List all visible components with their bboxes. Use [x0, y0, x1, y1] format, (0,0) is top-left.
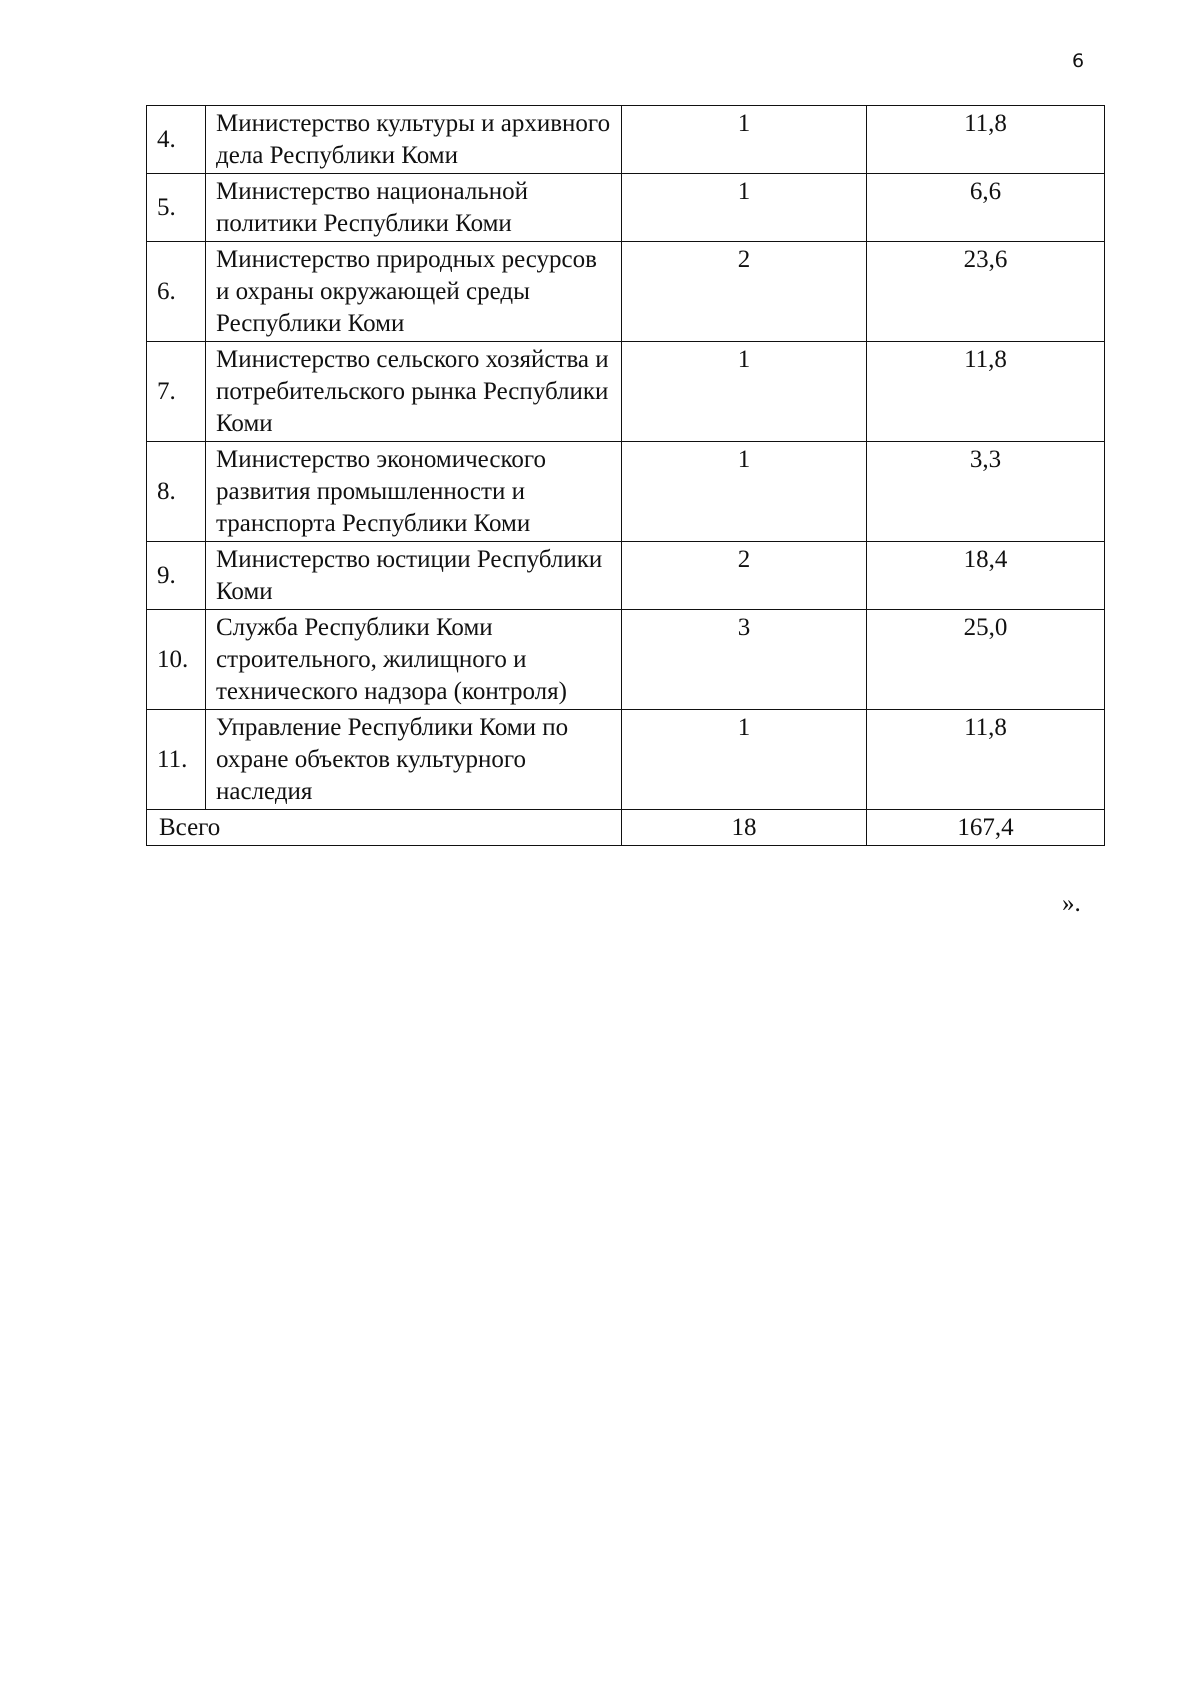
row-sum: 25,0 — [867, 610, 1105, 710]
total-row — [147, 810, 1105, 846]
row-sum: 11,8 — [867, 710, 1105, 810]
table-row — [147, 242, 1105, 342]
table-row — [147, 542, 1105, 610]
closing-quote: ». — [1062, 890, 1081, 917]
ministry-name: Министерство национальной политики Республики Коми — [206, 174, 622, 242]
allocation-table — [146, 105, 1105, 846]
row-number: 5. — [147, 174, 206, 242]
row-count: 3 — [622, 610, 867, 710]
row-number: 9. — [147, 542, 206, 610]
row-number: 11. — [147, 710, 206, 810]
ministry-name: Министерство природных ресурсов и охраны окружающей среды Республики Коми — [206, 242, 622, 342]
row-sum: 11,8 — [867, 106, 1105, 174]
row-number: 4. — [147, 106, 206, 174]
row-count: 1 — [622, 710, 867, 810]
table-row — [147, 342, 1105, 442]
row-number: 8. — [147, 442, 206, 542]
row-count: 2 — [622, 242, 867, 342]
row-count: 2 — [622, 542, 867, 610]
row-sum: 3,3 — [867, 442, 1105, 542]
row-number: 7. — [147, 342, 206, 442]
ministry-name: Министерство экономического развития промышленности и транспорта Республики Коми — [206, 442, 622, 542]
total-sum: 167,4 — [867, 810, 1105, 846]
row-sum: 11,8 — [867, 342, 1105, 442]
ministry-name: Министерство юстиции Республики Коми — [206, 542, 622, 610]
row-count: 1 — [622, 342, 867, 442]
ministry-name: Служба Республики Коми строительного, жилищного и технического надзора (контроля) — [206, 610, 622, 710]
ministry-name: Министерство культуры и архивного дела Республики Коми — [206, 106, 622, 174]
total-label: Всего — [147, 810, 622, 846]
ministry-name: Министерство сельского хозяйства и потребительского рынка Республики Коми — [206, 342, 622, 442]
ministry-name: Управление Республики Коми по охране объектов культурного наследия — [206, 710, 622, 810]
row-number: 10. — [147, 610, 206, 710]
table-row — [147, 106, 1105, 174]
table-row — [147, 442, 1105, 542]
row-sum: 23,6 — [867, 242, 1105, 342]
table-row — [147, 174, 1105, 242]
row-sum: 6,6 — [867, 174, 1105, 242]
row-sum: 18,4 — [867, 542, 1105, 610]
total-count: 18 — [622, 810, 867, 846]
row-count: 1 — [622, 106, 867, 174]
row-number: 6. — [147, 242, 206, 342]
page-number: 6 — [1072, 50, 1085, 72]
row-count: 1 — [622, 442, 867, 542]
table-row — [147, 610, 1105, 710]
row-count: 1 — [622, 174, 867, 242]
table-row — [147, 710, 1105, 810]
